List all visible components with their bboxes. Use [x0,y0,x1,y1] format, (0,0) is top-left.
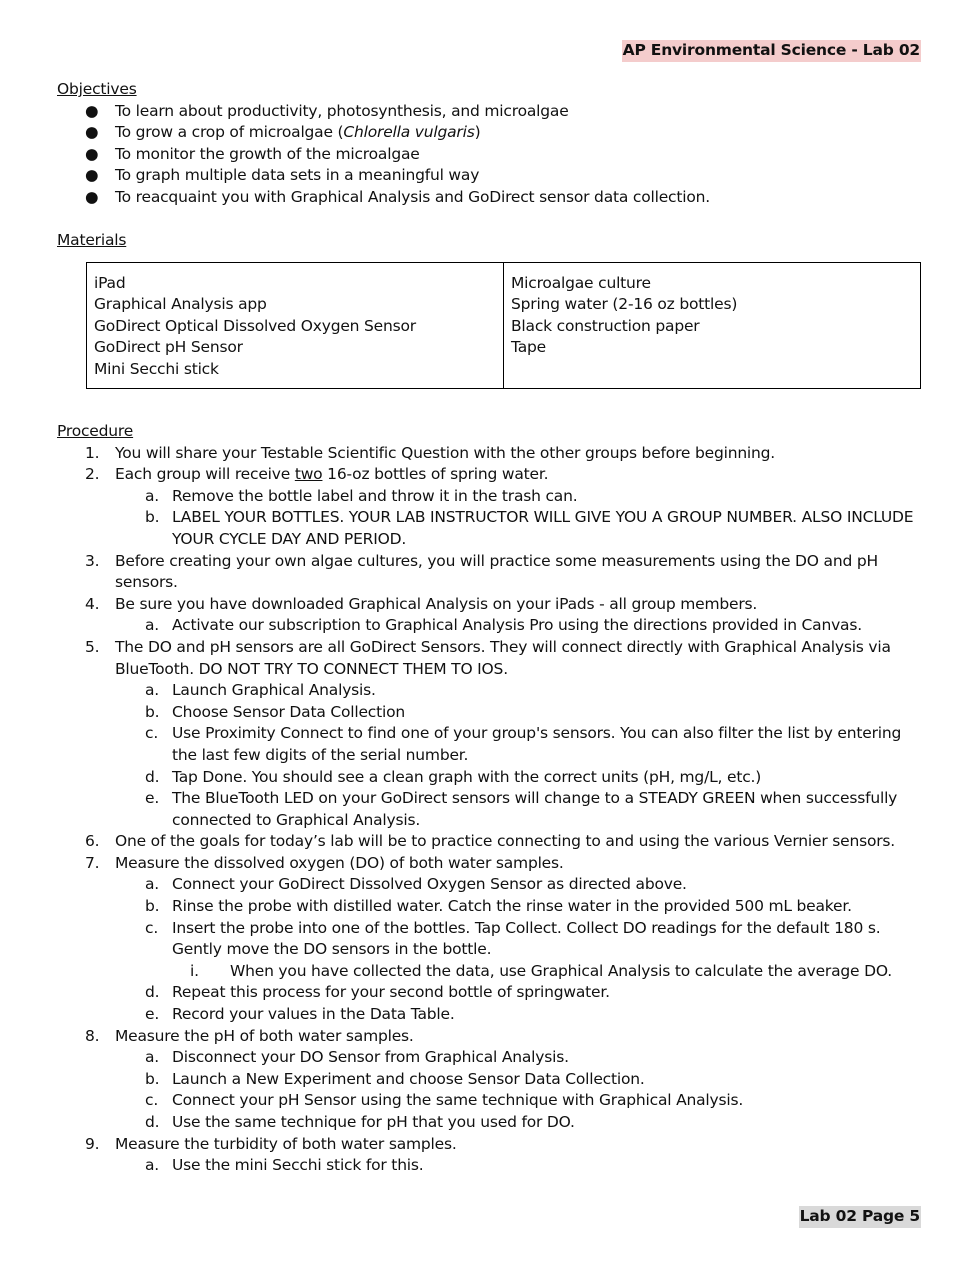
bullet-icon: ● [85,187,99,206]
procedure-step [57,1026,921,1134]
material-item: Tape [511,338,546,357]
objective-item [57,165,921,187]
item-text: Use Proximity Connect to find one of your group's sensors. You can also filter the list by entering the last few digits of the serial number. [172,724,902,764]
item-text: Repeat this process for your second bottle of springwater. [172,983,610,1002]
item-text: When you have collected the data, use Graphical Analysis to calculate the average DO. [230,961,892,980]
substep-list [57,1155,921,1177]
item-text: Launch Graphical Analysis. [172,681,376,700]
item-text: Tap Done. You should see a clean graph with the correct units (pH, mg/L, etc.) [172,767,762,786]
list-marker: b. [145,702,160,721]
item-text: To reacquaint you with Graphical Analysis and GoDirect sensor data collection. [115,187,710,206]
list-marker: 4. [85,594,100,613]
material-item: Mini Secchi stick [94,359,219,378]
bullet-icon: ● [85,144,99,163]
objective-item [57,101,921,123]
materials-column-right [504,262,921,388]
substep-list [57,874,921,1025]
item-text: Before creating your own algae cultures, you will practice some measurements using the DO and pH sensors. [115,551,878,592]
item-text: Record your values in the Data Table. [172,1005,455,1024]
item-text: Insert the probe into one of the bottles. Tap Collect. Collect DO readings for the default 180 s. Gently move the DO sensors in the bottle. [172,918,881,959]
objectives-list [57,101,921,209]
procedure-step [57,464,921,550]
procedure-section [57,421,921,1177]
procedure-step [57,853,921,1026]
procedure-substep [57,1090,921,1112]
material-item: GoDirect Optical Dissolved Oxygen Sensor [94,316,416,335]
procedure-step [57,594,921,637]
procedure-substep [57,1069,921,1091]
material-item: Microalgae culture [511,273,651,292]
procedure-substep [57,1155,921,1177]
list-marker: e. [145,1005,160,1024]
item-text: Choose Sensor Data Collection [172,702,406,721]
item-text: Be sure you have downloaded Graphical Analysis on your iPads - all group members. [115,594,758,613]
list-marker: 2. [85,465,100,484]
list-marker: i. [190,961,199,980]
materials-table [86,262,921,389]
list-marker: b. [145,1069,160,1088]
item-text: Connect your GoDirect Dissolved Oxygen Sensor as directed above. [172,875,687,894]
substep-list [57,680,921,831]
procedure-substep [57,486,921,508]
list-marker: d. [145,1113,160,1131]
objectives-heading: Objectives [57,80,137,98]
procedure-substep [57,507,921,550]
procedure-step [57,1134,921,1177]
substep-list [57,961,921,983]
procedure-substep [57,680,921,702]
item-text: Rinse the probe with distilled water. Catch the rinse water in the provided 500 mL beaker. [172,897,852,916]
item-text: ) [474,123,481,142]
list-marker: b. [145,897,160,916]
item-text: One of the goals for today’s lab will be to practice connecting to and using the various Vernier sensors. [115,832,896,851]
materials-column-left [87,262,504,388]
item-text: Measure the turbidity of both water samples. [115,1134,457,1153]
procedure-substep [57,961,921,983]
list-marker: a. [145,875,160,894]
bullet-icon: ● [85,123,99,142]
list-marker: 6. [85,832,100,851]
procedure-step [57,637,921,831]
procedure-substep [57,1047,921,1069]
list-marker: 7. [85,853,100,872]
material-item: Graphical Analysis app [94,295,267,314]
objective-item [57,122,921,144]
item-text: Measure the pH of both water samples. [115,1026,414,1045]
procedure-heading: Procedure [57,422,134,440]
list-marker: 8. [85,1026,100,1045]
material-item: Spring water (2-16 oz bottles) [511,295,738,314]
underlined-text: two [294,465,323,484]
material-item: GoDirect pH Sensor [94,338,243,357]
list-marker: c. [145,918,159,937]
list-marker: a. [145,1048,160,1067]
item-text: To grow a crop of microalgae ( [115,123,344,142]
item-text: Remove the bottle label and throw it in the trash can. [172,486,578,505]
bullet-icon: ● [85,166,99,185]
item-text: Measure the dissolved oxygen (DO) of both water samples. [115,853,564,872]
item-text: Use the mini Secchi stick for this. [172,1156,424,1175]
item-text: Disconnect your DO Sensor from Graphical Analysis. [172,1048,569,1067]
procedure-list [57,443,921,1177]
material-item: Black construction paper [511,316,700,335]
procedure-substep [57,982,921,1004]
item-text: Each group will receive [115,465,295,484]
substep-list [57,1047,921,1133]
item-text: 16-oz bottles of spring water. [322,465,549,484]
substep-list [57,486,921,551]
item-text: LABEL YOUR BOTTLES. YOUR LAB INSTRUCTOR WILL GIVE YOU A GROUP NUMBER. ALSO INCLUDE YOUR CYCLE DAY AND PERIOD. [172,508,914,548]
item-text: Use the same technique for pH that you used for DO. [172,1113,575,1131]
header-title: AP Environmental Science - Lab 02 [622,40,921,62]
list-marker: 5. [85,637,100,656]
list-marker: d. [145,767,160,786]
list-marker: c. [145,724,159,743]
list-marker: b. [145,508,160,527]
item-text: To graph multiple data sets in a meaningful way [115,166,480,185]
objective-item [57,144,921,166]
procedure-substep [57,723,921,766]
list-marker: e. [145,789,160,808]
item-text: You will share your Testable Scientific Question with the other groups before beginning. [115,443,776,462]
item-text: To learn about productivity, photosynthesis, and microalgae [115,101,569,120]
item-text: The DO and pH sensors are all GoDirect Sensors. They will connect directly with Graphical Analysis via BlueTooth. DO NOT TRY TO CONNECT THEM TO IOS. [115,637,891,678]
italic-text: Chlorella vulgaris [343,123,475,142]
list-marker: 3. [85,551,100,570]
list-marker: a. [145,486,160,505]
substep-list [57,615,921,637]
procedure-substep [57,918,921,983]
materials-heading: Materials [57,231,127,249]
procedure-substep [57,1004,921,1026]
list-marker: a. [145,681,160,700]
item-text: Launch a New Experiment and choose Sensor Data Collection. [172,1069,645,1088]
procedure-substep [57,788,921,831]
list-marker: 1. [85,443,100,462]
materials-section [57,230,921,389]
procedure-substep [57,702,921,724]
objective-item [57,187,921,209]
procedure-substep [57,615,921,637]
procedure-substep [57,767,921,789]
procedure-substep [57,896,921,918]
material-item: iPad [94,273,126,292]
list-marker: 9. [85,1134,100,1153]
list-marker: c. [145,1091,159,1110]
footer-page-number: Lab 02 Page 5 [799,1206,921,1228]
procedure-substep [57,874,921,896]
procedure-step [57,551,921,594]
list-marker: d. [145,983,160,1002]
item-text: The BlueTooth LED on your GoDirect sensors will change to a STEADY GREEN when successfully connected to Graphical Analysis. [172,789,898,829]
objectives-section [57,79,921,209]
procedure-step [57,443,921,465]
list-marker: a. [145,616,160,635]
item-text: To monitor the growth of the microalgae [115,144,420,163]
procedure-step [57,831,921,853]
bullet-icon: ● [85,101,99,120]
list-marker: a. [145,1156,160,1175]
procedure-substep [57,1112,921,1134]
item-text: Activate our subscription to Graphical Analysis Pro using the directions provided in Canvas. [172,616,862,635]
item-text: Connect your pH Sensor using the same technique with Graphical Analysis. [172,1091,744,1110]
